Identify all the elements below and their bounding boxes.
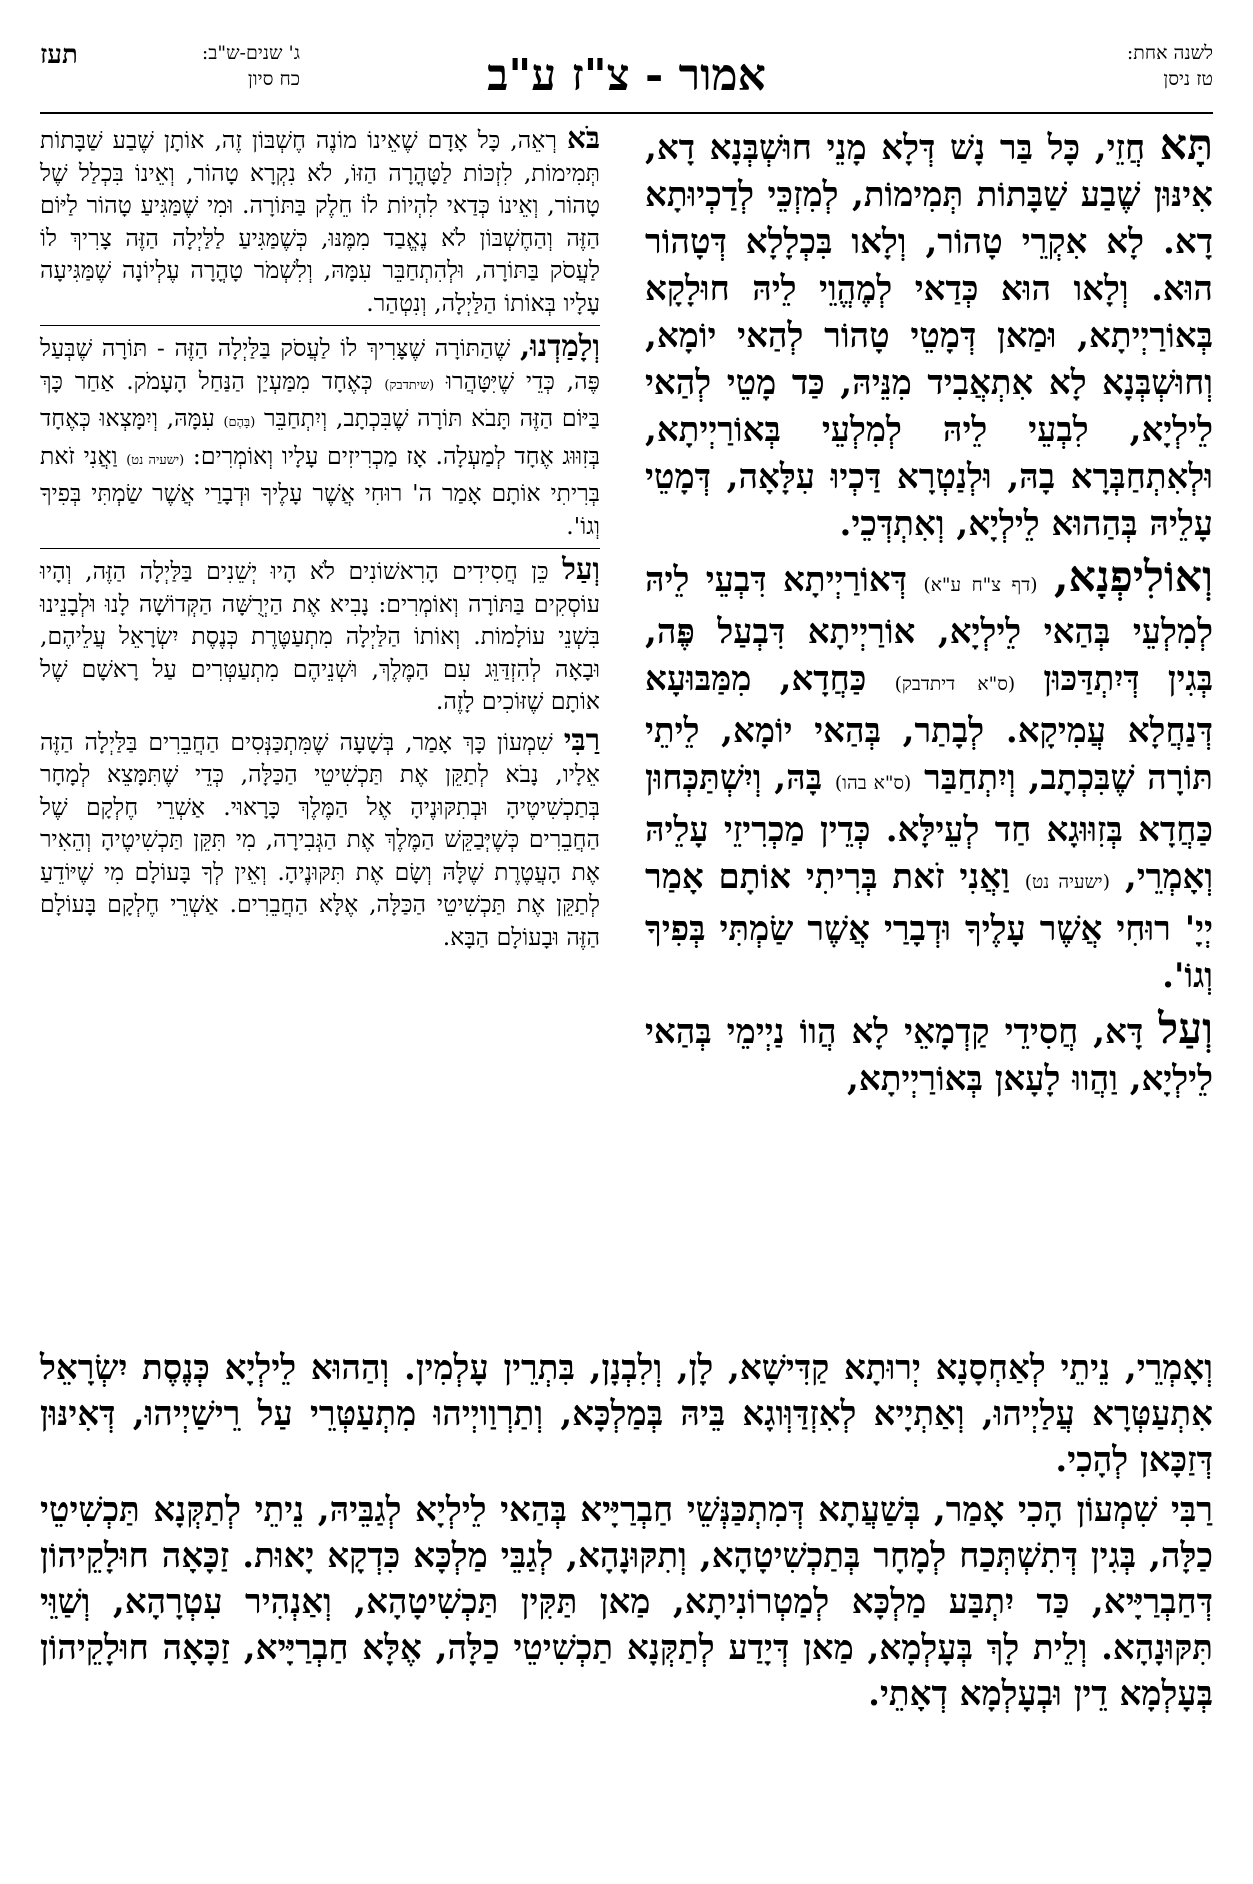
hebrew-p1-lead: בֹּא — [566, 120, 600, 155]
aramaic-p2-text: דְּאוֹרַיְיתָא דִּבְעֵי לֵיהּ לְמִלְעֵי בְּהַאי לֵילְיָא, אוֹרַיְיתָא דִּבְעַל פֶּה, בְּגִין דְּיִתְדַּכּוּן — [645, 560, 1214, 699]
full-p2-text: שִׁמְעוֹן הָכִי אָמַר, בְּשַׁעֲתָא דְּמִתְכַּנְּשֵׁי חַבְרַיָּיא בְּהַאי לֵילְיָא לְגַבֵּיהּ, נֵיתֵי לְתַקְּנָא תַּכְשִׁיטֵי כַלָּה, בְּגִין דְּתִשְׁתְּכַח לְמָחָר בְּתַכְשִׁיטָהָא, וְתִקּוּנָהָא, לְגַבֵּי מַלְכָּא כִּדְקָא יָאוּת. זַכָּאָה חוּלָקֵיהוֹן דְּחַבְרַיָּיא, כַּד יִתְבַּע מַלְכָּא לְמַטְרוֹנִיתָא, מַאן תַּקִּין תַּכְשִׁיטָהָא, וְאַנְהִיר עִטְרָהָא, וְשַׁוֵּי תִּקּוּנָהָא. וְלֵית לָךְ בְּעָלְמָא, מַאן דְּיָדַע לְתַקְּנָא תַכְשִׁיטֵי כַלָּה, אֶלָּא חַבְרַיָּיא, זַכָּאָה חוּלָקֵיהוֹן בְּעָלְמָא דֵין וּבְעָלְמָא דְאָתֵי. — [40, 1490, 1213, 1714]
hebrew-p2-ref: (שיתדבק) — [384, 377, 435, 393]
aramaic-p2-ref: (דף צ"ח ע"א) — [923, 575, 1038, 596]
aramaic-paragraph-1 — [645, 122, 1213, 548]
hebrew-p2-text-b: כְּאֶחָד מִמַּעְיַן הַנַּחַל הָעָמֹק. אַחַר כָּךְ בַּיּוֹם הַזֶּה תָּבֹא תּוֹרָה שֶׁבִּכְתָב, וְיִתְחַבֵּר — [40, 366, 600, 432]
hebrew-p2-ref3: (ישעיה נט) — [126, 452, 185, 468]
full-width-text — [40, 1345, 1213, 1721]
aramaic-p1-text: חֲזֵי, כָּל בַּר נָשׁ דְּלָא מָנֵי חוּשְׁבְּנָא דָא, אִינּוּן שֶׁבַע שַׁבָּתוֹת תְּמִימוֹת, לְמִזְכֵּי לְדַכְיוּתָא דָא. לָא אִקְרֵי טָהוֹר, וְלָאו בִּכְלָלָא דְּטָהוֹר הוּא. וְלָאו הוּא כְּדַאי לְמֶהֱוֵי לֵיהּ חוּלָקָא בְּאוֹרַיְיתָא, וּמַאן דְּמָטֵי טָהוֹר לְהַאי יוֹמָא, וְחוּשְׁבְּנָא לָא אִתְאֲבִיד מִנֵּיהּ, כַּד מָטֵי לְהַאי לֵילְיָא, לִבְעֵי לֵיהּ לְמִלְעֵי בְּאוֹרַיְיתָא, וּלְאִתְחַבְּרָא בָהּ, וּלְנַטְרָא דַּכְיוּ עִלָּאָה, דְּמָטֵי עָלֵיהּ בְּהַהוּא לֵילְיָא, וְאִתְדְּכֵי. — [645, 128, 1213, 544]
page-title: אמור - צ"ז ע"ב — [487, 50, 766, 101]
hebrew-p1-text: רְאֵה, כָּל אָדָם שֶׁאֵינוֹ מוֹנֶה חֶשְׁבּוֹן זֶה, אוֹתָן שֶׁבַע שַׁבָּתוֹת תְּמִימוֹת, לִזְכּוֹת לַטָּהֳרָה הַזּוֹ, לֹא נִקְרָא טָהוֹר, וְאֵינוֹ בִּכְלַל שֶׁל טָהוֹר, וְאֵינוֹ כְּדַאי לִהְיוֹת לוֹ חֵלֶק בַּתּוֹרָה. וּמִי שֶׁמַּגִּיעַ טָהוֹר לַיּוֹם הַזֶּה וְהַחֶשְׁבּוֹן לֹא נֶאֱבַד מִמֶּנּוּ, כְּשֶׁמַּגִּיעַ לַלַּיְלָה הַזֶּה צָרִיךְ לוֹ לַעֲסֹק בַּתּוֹרָה, וּלְהִתְחַבֵּר עִמָּהּ, וְלִשְׁמֹר טָהֳרָה עֶלְיוֹנָה שֶׁמַּגִּיעָה עָלָיו בְּאוֹתוֹ הַלַּיְלָה, וְנִטְהַר. — [40, 126, 600, 317]
aramaic-p2-text-d: וַאֲנִי זֹאת בְּרִיתִי אוֹתָם אָמַר יְיָ' רוּחִי אֲשֶׁר עָלֶיךָ וּדְבָרַי אֲשֶׁר שַׂמְתִּי בְּפִיךָ וְגוֹ'. — [645, 857, 1213, 996]
hebrew-p2-text: שֶׁהַתּוֹרָה שֶׁצָּרִיךְ לוֹ לַעֲסֹק בַּלַּיְלָה הַזֶּה - תּוֹרָה שֶׁבְּעַל פֶּה, כְּדֵי שֶׁיִּטָּהֲרוּ — [40, 334, 600, 395]
schedule-three-years-date: כח סיון — [247, 68, 300, 90]
hebrew-p2-text-d: וַאֲנִי זֹאת בְּרִיתִי אוֹתָם אָמַר ה' רוּחִי אֲשֶׁר עָלֶיךָ וּדְבָרַי אֲשֶׁר שַׂמְתִּי בְּפִיךָ וְגוֹ'. — [40, 441, 600, 540]
hebrew-column — [40, 122, 600, 959]
hebrew-p2-text-c: עִמָּהּ, וְיִמָּצְאוּ כְּאֶחָד בְּזִוּוּג אֶחָד לְמַעְלָה. אָז מַכְרִיזִים עָלָיו וְאוֹמְרִים: — [40, 404, 600, 470]
schedule-one-year — [953, 40, 1213, 112]
aramaic-p3-text: דָּא, חֲסִידֵי קַדְמָאֵי לָא הֲווֹ נַיְימֵי בְּהַאי לֵילְיָא, וַהֲווּ לָעָאן בְּאוֹרַיְיתָא, — [645, 1012, 1213, 1099]
aramaic-paragraph-2 — [645, 554, 1213, 1000]
aramaic-p2-text-c: בָּהּ, וְיִשְׁתַּכְּחוּן כַּחֲדָא בְּזִוּוּגָא חַד לְעֵילָּא. כְּדֵין מַכְרִיזֵי עָלֵיהּ וְאָמְרֵי, — [645, 758, 1214, 897]
header-left — [40, 40, 300, 112]
hebrew-paragraph-3 — [40, 548, 600, 718]
page-number: תעז — [40, 40, 78, 70]
hebrew-p4-lead: רַבִּי — [563, 721, 600, 757]
hebrew-p4-text: שִׁמְעוֹן כָּךְ אָמַר, בְּשָׁעָה שֶׁמִּתְכַּנְּסִים הַחֲבֵרִים בַּלַּיְלָה הַזֶּה אֵלָיו, נָבֹא לְתַקֵּן אֶת תַּכְשִׁיטֵי הַכַּלָּה, כְּדֵי שֶׁתִּמָּצֵא לְמָחָר בְּתַכְשִׁיטֶיהָ וּבְתִקּוּנֶיהָ אֶל הַמֶּלֶךְ כָּרָאוּי. אַשְׁרֵי חֶלְקָם שֶׁל הַחֲבֵרִים כְּשֶׁיְּבַקֵּשׁ הַמֶּלֶךְ אֶת הַגְּבִירָה, מִי תִּקֵּן תַּכְשִׁיטֶיהָ וְהֵאִיר אֶת הָעֲטֶרֶת שֶׁלָּהּ וְשָׂם אֶת תִּקּוּנֶיהָ. וְאֵין לְךָ בָּעוֹלָם מִי שֶׁיּוֹדֵעַ לְתַקֵּן אֶת תַּכְשִׁיטֵי הַכַּלָּה, אֶלָּא הַחֲבֵרִים. אַשְׁרֵי חֶלְקָם בָּעוֹלָם הַזֶּה וּבָעוֹלָם הַבָּא. — [40, 727, 600, 951]
full-paragraph-1: וְאָמְרֵי, נֵיתֵי לְאַחְסָנָא יְרוּתָא קַדִּישָׁא, לָן, וְלִבְנָן, בִּתְרֵין עָלְמִין. וְהַהוּא לֵילְיָא כְּנֶסֶת יִשְׂרָאֵל אִתְעַטְּרָא עֲלַיְיהוּ, וְאַתְיָיא לְאִזְדַּוְּוגָא בֵּיהּ בְּמַלְכָּא, וְתַרְוַויְיהוּ מִתְעַטְּרֵי עַל רֵישַׁיְיהוּ, דְּאִינּוּן דְּזַכָּאן לְהָכִי. — [40, 1348, 1213, 1480]
aramaic-p2-ref4: (ישעיה נט) — [1024, 872, 1110, 893]
hebrew-p3-text: כֵּן חֲסִידִים הָרִאשׁוֹנִים לֹא הָיוּ יְשֵׁנִים בַּלַּיְלָה הַזֶּה, וְהָיוּ עוֹסְקִים בַּתּוֹרָה וְאוֹמְרִים: נָבִיא אֶת הַיְרֻשָּׁה הַקְּדוֹשָׁה לָנוּ וּלְבָנֵינוּ בִּשְׁנֵי עוֹלָמוֹת. וְאוֹתוֹ הַלַּיְלָה מִתְעַטֶּרֶת כְּנֶסֶת יִשְׂרָאֵל עֲלֵיהֶם, וּבָאָה לְהִזְדַּוֵּג עִם הַמֶּלֶךְ, וּשְׁנֵיהֶם מִתְעַטְּרִים עַל רָאשָׁם שֶׁל אוֹתָם שֶׁזּוֹכִים לָזֶה. — [40, 557, 600, 715]
header-rule — [40, 112, 1213, 114]
hebrew-paragraph-4 — [40, 721, 600, 954]
aramaic-p1-lead: תָּא — [1159, 120, 1213, 170]
full-p2-lead: רַבִּי — [1170, 1490, 1213, 1530]
schedule-one-year-date: טז ניסן — [1163, 68, 1213, 90]
hebrew-p2-ref2: (בָּהֶם) — [223, 415, 256, 430]
aramaic-p2-ref3: (ס"א בהו) — [834, 773, 912, 794]
hebrew-paragraph-1 — [40, 122, 600, 319]
aramaic-p2-lead: וְאוֹלִיפְנָא, — [1053, 552, 1213, 602]
hebrew-paragraph-2 — [40, 325, 600, 542]
hebrew-p3-lead: וְעַל — [562, 551, 600, 586]
aramaic-p2-ref2: (ס"א דיתדבק) — [894, 674, 1016, 695]
aramaic-p3-lead: וְעַל — [1158, 1004, 1213, 1054]
full-paragraph-2 — [40, 1487, 1213, 1717]
aramaic-p2-text-b: כַּחֲדָא, מִמַּבּוּעָא דְּנַחֲלָא עֲמִיקָא. לְבָתַר, בְּהַאי יוֹמָא, לֵיתֵי תּוֹרָה שֶׁבִּכְתָב, וְיִתְחַבַּר — [645, 659, 1213, 798]
schedule-three-years — [150, 40, 300, 92]
aramaic-column — [645, 122, 1213, 1109]
aramaic-paragraph-3 — [645, 1006, 1213, 1103]
hebrew-p2-lead: וְלָמַדְנוּ, — [519, 328, 600, 363]
schedule-one-year-label: לשנה אחת: — [1126, 42, 1213, 64]
schedule-three-years-label: ג' שנים-ש"ב: — [201, 42, 300, 64]
